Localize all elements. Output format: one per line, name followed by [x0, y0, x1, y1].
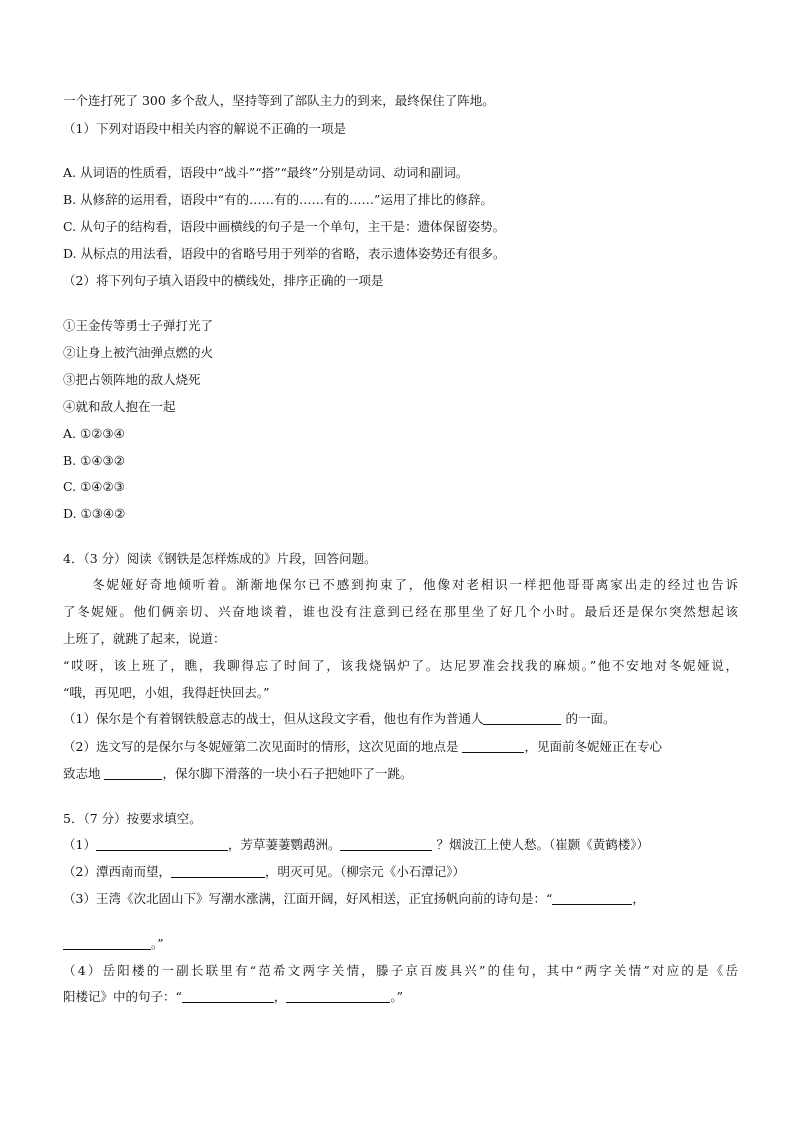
q3-option-c: C. 从句子的结构看，语段中画横线的句子是一个单句，主干是：遗体保留姿势。 [63, 219, 506, 234]
q5-item-3-end: 。” [151, 936, 164, 951]
q3-option-a: A. 从词语的性质看，语段中“战斗”“搭”“最终”分别是动词、动词和副词。 [63, 165, 469, 180]
q5-item-1-num: （1） [63, 837, 96, 852]
answer-blank[interactable] [340, 838, 432, 851]
q3-sub1-prompt: （1）下列对语段中相关内容的解说不正确的一项是 [63, 121, 346, 136]
q4-sub2 [63, 738, 738, 756]
q5-item-3-cont [63, 935, 738, 953]
q4-sub2-cont-text: 致志地 [63, 766, 105, 781]
answer-blank[interactable] [552, 892, 632, 905]
sentence-3: ③把占领阵地的敌人烧死 [63, 372, 201, 387]
q5-item-3 [63, 890, 738, 908]
q4-sub2-text-mid: ，见面前冬妮娅正在专心 [524, 739, 662, 754]
q4-passage-line-5: “哦，再见吧，小姐，我得赶快回去。” [63, 685, 270, 700]
q5-item-4-end: 。” [390, 989, 404, 1004]
q4-sub1-text-end: 的一面。 [565, 711, 616, 726]
q5-item-1-text: ，芳草萋萋鹦鹉洲。 [227, 837, 341, 852]
q3-sub2-prompt: （2）将下列句子填入语段中的横线处，排序正确的一项是 [63, 273, 384, 288]
q4-passage-line-4: “哎呀，该上班了，瞧，我聊得忘了时间了，该我烧锅炉了。达尼罗准会找我的麻烦。”他不安地对冬妮娅说， [63, 658, 738, 673]
order-option-c: C. ①④②③ [63, 479, 125, 494]
q5-item-4-comma: ， [273, 989, 287, 1004]
answer-blank[interactable] [171, 865, 265, 878]
q5-item-2-end: ，明灭可见。（柳宗元《小石潭记》） [264, 864, 465, 879]
answer-blank[interactable] [96, 838, 228, 851]
order-option-b: B. ①④③② [63, 453, 125, 468]
q5-item-4: （4）岳阳楼的一副长联里有“范希文两字关情，滕子京百废具兴”的佳句，其中“两字关情”对应的是《岳 [63, 963, 738, 978]
q5-item-4-text: 阳楼记》中的句子：“ [63, 989, 182, 1004]
q4-sub2-text: （2）选文写的是保尔与冬妮娅第二次见面时的情形，这次见面的地点是 [63, 739, 463, 754]
sentence-2: ②让身上被汽油弹点燃的火 [63, 345, 214, 360]
q4-sub2-cont [63, 765, 738, 783]
q4-sub1-text: （1）保尔是个有着钢铁般意志的战士，但从这段文字看，他也有作为普通人 [63, 711, 484, 726]
answer-blank[interactable] [104, 767, 162, 780]
q5-item-2 [63, 863, 738, 881]
answer-blank[interactable] [286, 990, 390, 1003]
answer-blank[interactable] [182, 990, 274, 1003]
q5-item-1-end: ？烟波江上使人愁。（崔颢《黄鹤楼》） [436, 837, 649, 852]
q5-item-4-cont [63, 988, 738, 1006]
q4-header: 4．（3 分）阅读《钢铁是怎样炼成的》片段，回答问题。 [63, 551, 377, 566]
passage-tail: 一个连打死了 300 多个敌人，坚持等到了部队主力的到来，最终保住了阵地。 [63, 93, 495, 108]
q4-sub2-cont-end: ，保尔脚下滑落的一块小石子把她吓了一跳。 [162, 766, 413, 781]
q3-option-b: B. 从修辞的运用看，语段中“有的……有的……有的……”运用了排比的修辞。 [63, 192, 493, 207]
q5-item-3-comma: ， [632, 891, 645, 906]
order-option-d: D. ①③④② [63, 506, 126, 521]
q5-item-1 [63, 836, 738, 854]
q4-sub1 [63, 710, 738, 728]
sentence-4: ④就和敌人抱在一起 [63, 399, 176, 414]
answer-blank[interactable] [483, 712, 561, 725]
q3-option-d: D. 从标点的用法看，语段中的省略号用于列举的省略，表示遗体姿势还有很多。 [63, 246, 506, 261]
sentence-1: ①王金传等勇士子弹打光了 [63, 318, 214, 333]
answer-blank[interactable] [63, 937, 151, 950]
q4-passage-line-3: 上班了，就跳了起来，说道： [63, 631, 226, 646]
order-option-a: A. ①②③④ [63, 426, 125, 441]
q4-passage-line-2: 了冬妮娅。他们俩亲切、兴奋地谈着，谁也没有注意到已经在那里坐了好几个小时。最后还是保尔突然想起该 [63, 604, 738, 619]
q4-passage-line-1: 冬妮娅好奇地倾听着。渐渐地保尔已不感到拘束了，他像对老相识一样把他哥哥离家出走的经过也告诉 [92, 577, 738, 592]
answer-blank[interactable] [462, 740, 524, 753]
q5-header: 5．（7 分）按要求填空。 [63, 811, 202, 826]
q5-item-2-text: （2）潭西南而望， [63, 864, 171, 879]
q5-item-3-text: （3）王湾《次北固山下》写潮水涨满，江面开阔，好风相送，正宜扬帆向前的诗句是：“ [63, 891, 553, 906]
